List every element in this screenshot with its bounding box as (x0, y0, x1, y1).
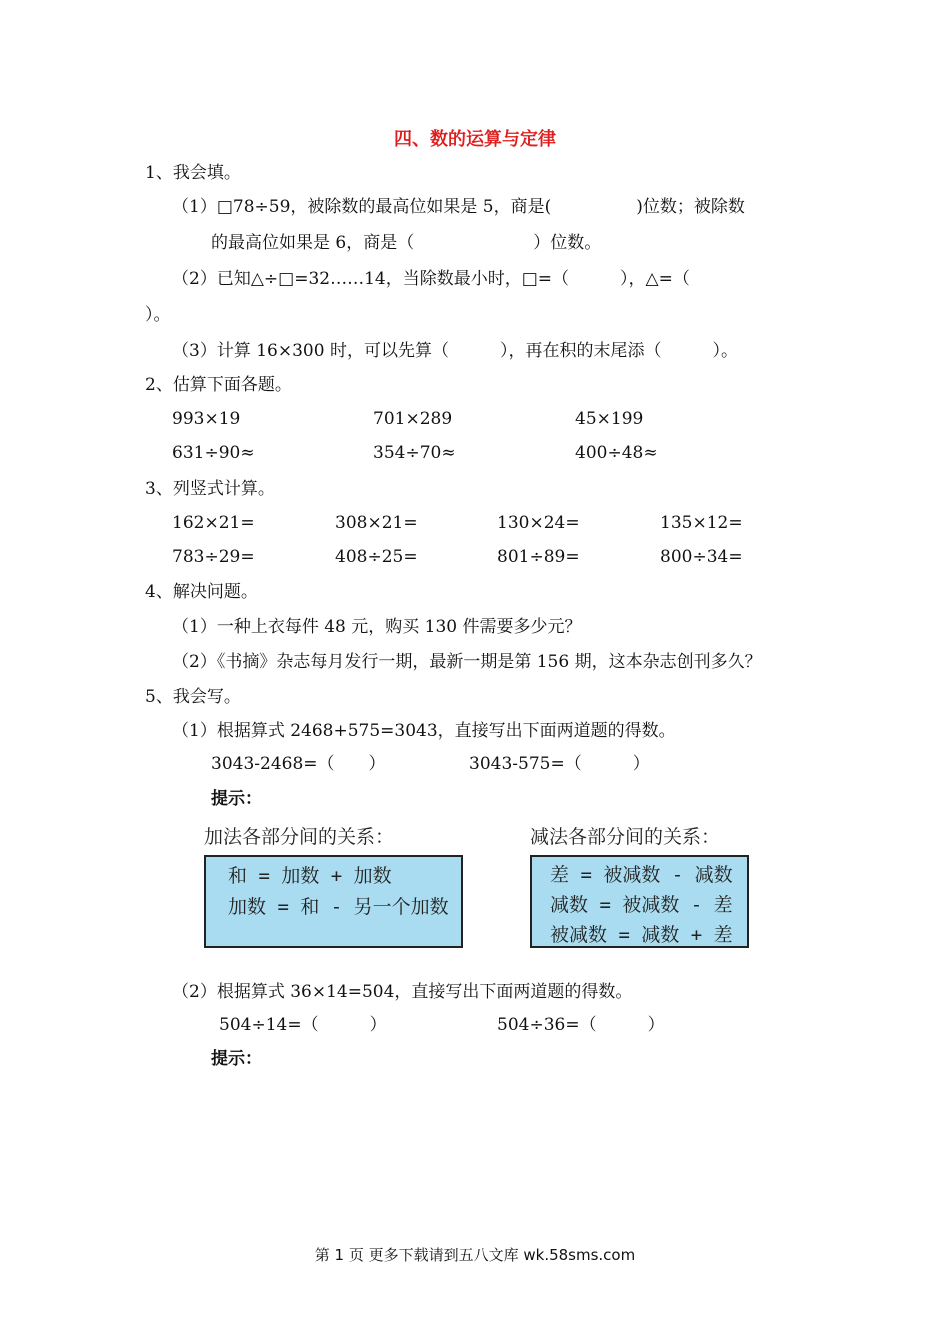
hint-sub-line: 被减数 = 减数 + 差 (550, 924, 733, 946)
q1-heading: 1、我会填。 (145, 163, 241, 183)
hint-sub-line: 减数 = 被减数 - 差 (550, 894, 733, 916)
q1-part1-line1: （1）□78÷59，被除数的最高位如果是 5，商是( )位数；被除数 (172, 197, 745, 217)
q4-part2: （2）《书摘》杂志每月发行一期，最新一期是第 156 期，这本杂志创刊多久？ (172, 652, 762, 672)
q4-part1: （1）一种上衣每件 48 元，购买 130 件需要多少元？ (172, 617, 582, 637)
hint-add-line: 加数 = 和 - 另一个加数 (228, 896, 449, 918)
q2-item: 701×289 (373, 409, 453, 429)
hint-label: 提示： (211, 1049, 262, 1069)
q2-item: 354÷70≈ (373, 443, 456, 463)
q1-part2-line1: （2）已知△÷□=32……14，当除数最小时，□=（ ），△=（ (172, 269, 690, 289)
q4-heading: 4、解决问题。 (145, 582, 258, 602)
q3-item: 783÷29= (172, 547, 255, 567)
q3-item: 408÷25= (335, 547, 418, 567)
q1-part2-line2: ）。 (145, 305, 171, 325)
q5-heading: 5、我会写。 (145, 687, 241, 707)
q5-part2-eq: 504÷14=（ ） (219, 1015, 387, 1035)
q5-part1: （1）根据算式 2468+575=3043，直接写出下面两道题的得数。 (172, 721, 676, 741)
q2-item: 993×19 (172, 409, 241, 429)
q5-part1-eq: 3043-575=（ ） (469, 754, 650, 774)
hint-sub-box (530, 855, 749, 948)
q2-item: 400÷48≈ (575, 443, 658, 463)
q3-heading: 3、列竖式计算。 (145, 479, 275, 499)
q1-part3: （3）计算 16×300 时，可以先算（ ），再在积的末尾添（ ）。 (172, 341, 738, 361)
hint-add-line: 和 = 加数 + 加数 (228, 865, 392, 887)
hint-label: 提示： (211, 789, 262, 809)
hint-add-title: 加法各部分间的关系： (204, 826, 395, 848)
q3-item: 162×21= (172, 513, 255, 533)
q3-item: 801÷89= (497, 547, 580, 567)
hint-add-box (204, 855, 463, 948)
q3-item: 800÷34= (660, 547, 743, 567)
page-title: 四、数的运算与定律 (394, 129, 556, 150)
page-footer: 第 1 页 更多下载请到五八文库 wk.58sms.com (314, 1246, 636, 1264)
q5-part2-eq: 504÷36=（ ） (497, 1015, 665, 1035)
q3-item: 130×24= (497, 513, 580, 533)
q5-part1-eq: 3043-2468=（ ） (211, 754, 386, 774)
hint-sub-line: 差 = 被减数 - 减数 (550, 864, 733, 886)
q3-item: 135×12= (660, 513, 743, 533)
q5-part2: （2）根据算式 36×14=504，直接写出下面两道题的得数。 (172, 982, 633, 1002)
q2-item: 45×199 (575, 409, 644, 429)
q2-heading: 2、估算下面各题。 (145, 375, 292, 395)
q3-item: 308×21= (335, 513, 418, 533)
hint-sub-title: 减法各部分间的关系： (530, 826, 721, 848)
q1-part1-line2: 的最高位如果是 6，商是（ ）位数。 (211, 233, 602, 253)
q2-item: 631÷90≈ (172, 443, 255, 463)
